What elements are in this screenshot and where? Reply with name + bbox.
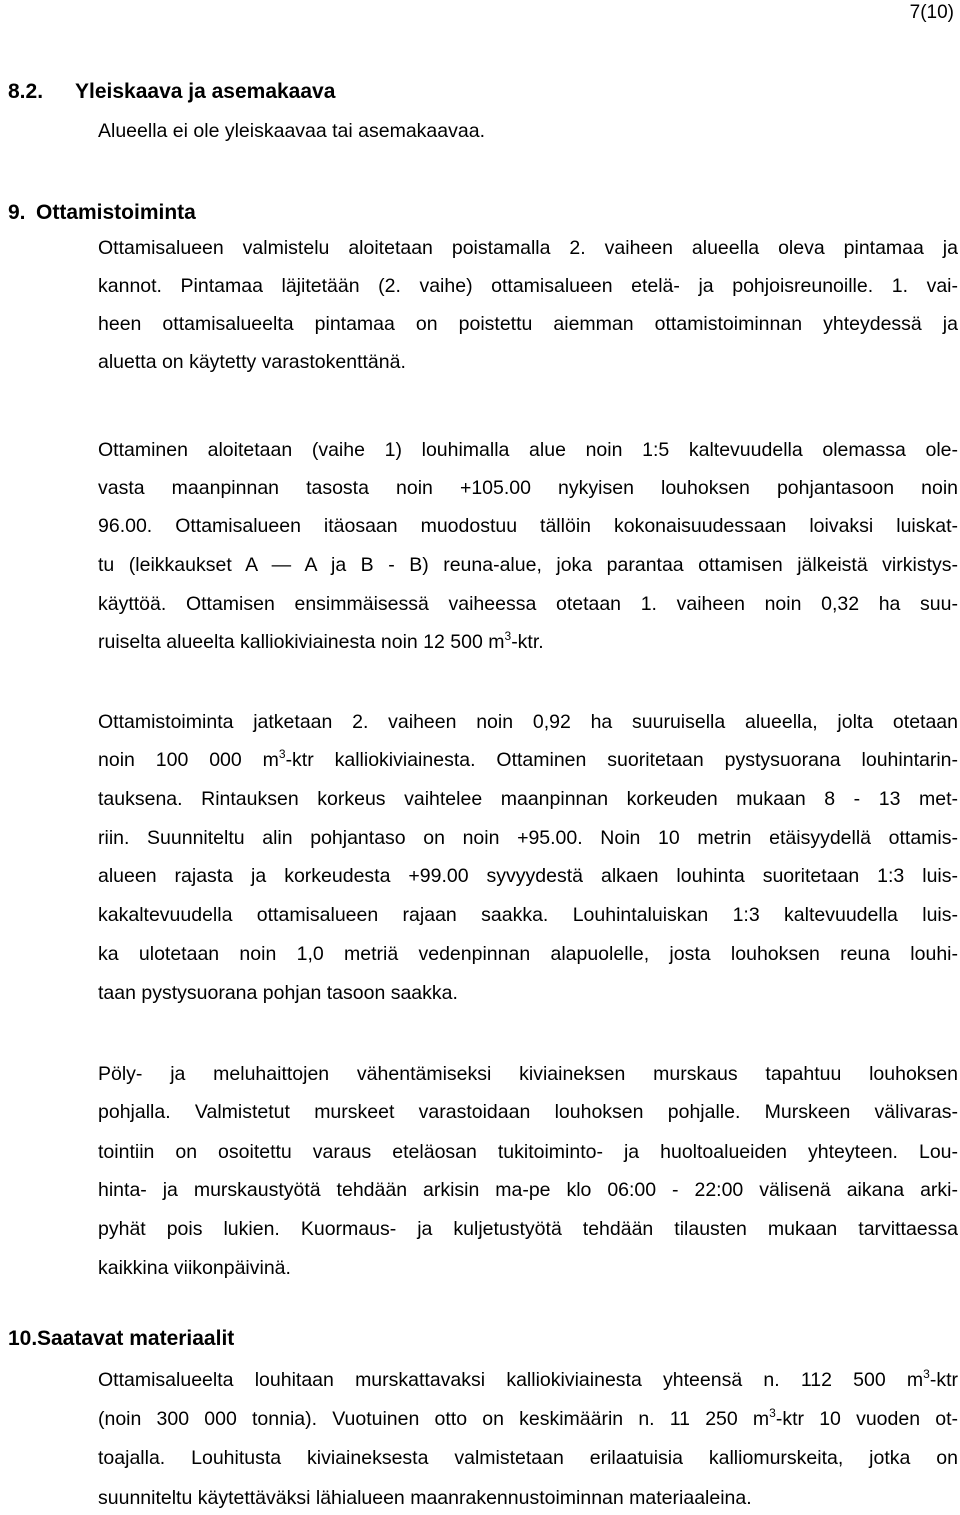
text-line: kaikkina viikonpäivinä.	[98, 1257, 291, 1279]
text-segment: -ktr kalliokiviainesta. Ottaminen suoritetaan pystysuorana louhintarin-	[285, 749, 958, 771]
section-title: Yleiskaava ja asemakaava	[75, 80, 336, 103]
superscript: 3	[278, 747, 286, 761]
text-segment: noin 100 000 m	[98, 749, 279, 771]
text-line: käyttöä. Ottamisen ensimmäisessä vaiheessa otetaan 1. vaiheen noin 0,32 ha suu-	[98, 593, 958, 615]
section-heading-8-2	[8, 79, 335, 105]
text-line	[98, 1407, 958, 1431]
text-line	[98, 630, 544, 654]
superscript: 3	[769, 1406, 776, 1420]
section-title: Ottamistoiminta	[36, 201, 196, 224]
section-number: 9.	[8, 201, 26, 224]
text-line: alueen rajasta ja korkeudesta +99.00 syvyydestä alkaen louhinta suoritetaan 1:3 luis-	[98, 865, 958, 887]
page-number: 7(10)	[909, 2, 954, 23]
section-number: 8.2.	[8, 80, 44, 103]
text-line: taan pystysuorana pohjan tasoon saakka.	[98, 982, 458, 1004]
text-line: riin. Suunniteltu alin pohjantaso on noin +95.00. Noin 10 metrin etäisyydellä ottamis-	[98, 827, 958, 849]
text-line: ka ulotetaan noin 1,0 metriä vedenpinnan alapuolelle, josta louhoksen reuna louhi-	[98, 943, 958, 965]
text-line: suunniteltu käytettäväksi lähialueen maanrakennustoiminnan materiaaleina.	[98, 1487, 752, 1509]
text-line: Pöly- ja meluhaittojen vähentämiseksi kiviaineksen murskaus tapahtuu louhoksen	[98, 1063, 958, 1085]
text-line: pyhät pois lukien. Kuormaus- ja kuljetustyötä tehdään tilausten mukaan tarvittaessa	[98, 1218, 958, 1240]
text-segment: -ktr.	[511, 631, 544, 653]
text-line: heen ottamisalueelta pintamaa on poistettu aiemman ottamistoiminnan yhteydessä ja	[98, 313, 958, 335]
text-line: Ottaminen aloitetaan (vaihe 1) louhimalla alue noin 1:5 kaltevuudella olemassa ole-	[98, 439, 958, 461]
text-line: aluetta on käytetty varastokenttänä.	[98, 351, 406, 373]
text-line: hinta- ja murskaustyötä tehdään arkisin ma-pe klo 06:00 - 22:00 välisenä aikana arki-	[98, 1179, 958, 1201]
text-line: tu (leikkaukset A — A ja B - B) reuna-alue, joka parantaa ottamisen jälkeistä virkistys-	[98, 554, 958, 576]
text-line: tointiin on osoitettu varaus eteläosan tukitoiminto- ja huoltoalueiden yhteyteen. Lou-	[98, 1141, 958, 1163]
text-line: toajalla. Louhitusta kiviaineksesta valmistetaan erilaatuisia kalliomurskeita, jotka on	[98, 1447, 958, 1469]
section-title: Saatavat materiaalit	[37, 1327, 235, 1350]
text-segment: ruiselta alueelta kalliokiviainesta noin 12 500 m	[98, 631, 505, 653]
text-line: Ottamistoiminta jatketaan 2. vaiheen noin 0,92 ha suuruisella alueella, jolta otetaan	[98, 711, 958, 733]
text-line: tauksena. Rintauksen korkeus vaihtelee maanpinnan korkeuden mukaan 8 - 13 met-	[98, 788, 958, 810]
text-segment: Ottamisalueelta louhitaan murskattavaksi kalliokiviainesta yhteensä n. 112 500 m	[98, 1369, 924, 1391]
section-heading-9	[8, 200, 196, 226]
superscript: 3	[923, 1367, 930, 1381]
section-number: 10.	[8, 1327, 38, 1350]
text-line: kannot. Pintamaa läjitetään (2. vaihe) ottamisalueen etelä- ja pohjoisreunoille. 1. vai-	[98, 275, 958, 297]
text-segment: -ktr 10 vuoden ot-	[775, 1408, 958, 1430]
superscript: 3	[504, 629, 512, 643]
text-line: vasta maanpinnan tasosta noin +105.00 nykyisen louhoksen pohjantasoon noin	[98, 477, 958, 499]
text-segment: -ktr	[929, 1369, 958, 1391]
text-line	[98, 1368, 958, 1392]
text-line: kakaltevuudella ottamisalueen rajaan saakka. Louhintaluiskan 1:3 kaltevuudella luis-	[98, 904, 958, 926]
text-line	[98, 748, 958, 772]
text-line: 96.00. Ottamisalueen itäosaan muodostuu tällöin kokonaisuudessaan loivaksi luiskat-	[98, 515, 958, 537]
text-line: Ottamisalueen valmistelu aloitetaan poistamalla 2. vaiheen alueella oleva pintamaa ja	[98, 237, 958, 259]
section-heading-10	[8, 1326, 234, 1352]
text-line: Alueella ei ole yleiskaavaa tai asemakaavaa.	[98, 120, 485, 142]
text-line: pohjalla. Valmistetut murskeet varastoidaan louhoksen pohjalle. Murskeen välivaras-	[98, 1101, 958, 1123]
text-segment: (noin 300 000 tonnia). Vuotuinen otto on keskimäärin n. 11 250 m	[98, 1408, 770, 1430]
